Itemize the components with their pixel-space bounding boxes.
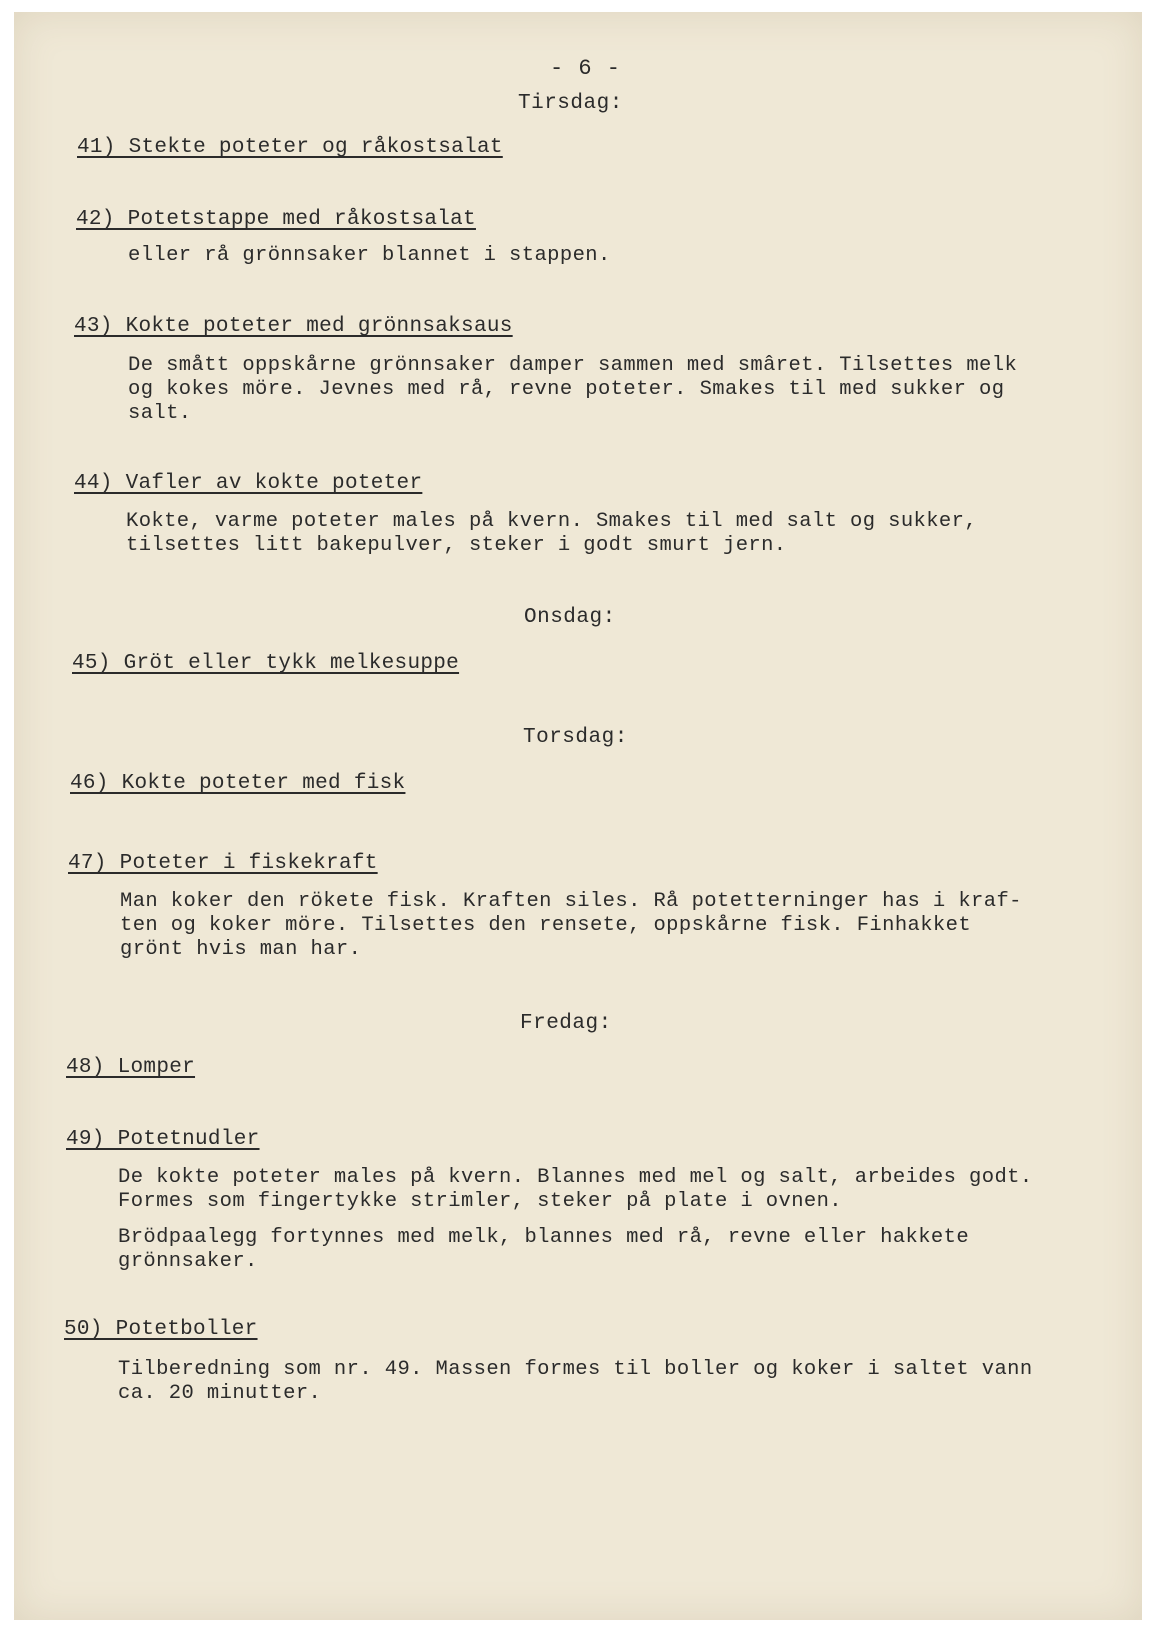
day-torsdag: Torsdag: — [523, 726, 628, 749]
day-onsdag: Onsdag: — [524, 606, 616, 629]
recipe-42-body: eller rå grönnsaker blannet i stappen. — [128, 244, 611, 267]
recipe-49-body-note: Brödpaalegg fortynnes med melk, blannes med rå, revne eller hakkete grönnsaker. — [118, 1226, 970, 1273]
recipe-44-heading: 44) Vafler av kokte poteter — [74, 472, 423, 495]
recipe-44-body: Kokte, varme poteter males på kvern. Smakes til med salt og sukker, tilsettes litt bakepulver, steker i godt smurt jern. — [126, 510, 978, 557]
day-tirsdag: Tirsdag: — [518, 92, 623, 115]
recipe-49-body: De kokte poteter males på kvern. Blannes med mel og salt, arbeides godt. Formes som fingertykke strimler, steker på plate i ovnen. — [118, 1166, 1033, 1213]
recipe-46-heading: 46) Kokte poteter med fisk — [70, 772, 406, 795]
recipe-42-heading: 42) Potetstappe med råkostsalat — [76, 208, 476, 231]
recipe-48-heading: 48) Lomper — [66, 1056, 196, 1079]
recipe-41-heading: 41) Stekte poteter og råkostsalat — [77, 136, 503, 159]
document-page — [14, 12, 1142, 1620]
recipe-43-body: De smått oppskårne grönnsaker damper sammen med smâret. Tilsettes melk og kokes möre. Jevnes med rå, revne poteter. Smakes til med sukker og salt. — [128, 354, 1018, 425]
page-number: - 6 - — [550, 56, 622, 81]
day-fredag: Fredag: — [520, 1012, 612, 1035]
recipe-45-heading: 45) Gröt eller tykk melkesuppe — [72, 652, 460, 675]
recipe-50-heading: 50) Potetboller — [64, 1318, 258, 1341]
recipe-47-heading: 47) Poteter i fiskekraft — [68, 852, 378, 875]
recipe-47-body: Man koker den rökete fisk. Kraften siles. Rå potetterninger has i kraf- ten og koker möre. Tilsettes den rensete, oppskårne fisk. Finhakket grönt hvis man har. — [120, 890, 1022, 961]
recipe-43-heading: 43) Kokte poteter med grönnsaksaus — [74, 315, 513, 338]
recipe-50-body: Tilberedning som nr. 49. Massen formes til boller og koker i saltet vann ca. 20 minutter. — [118, 1358, 1033, 1405]
recipe-49-heading: 49) Potetnudler — [66, 1128, 260, 1151]
